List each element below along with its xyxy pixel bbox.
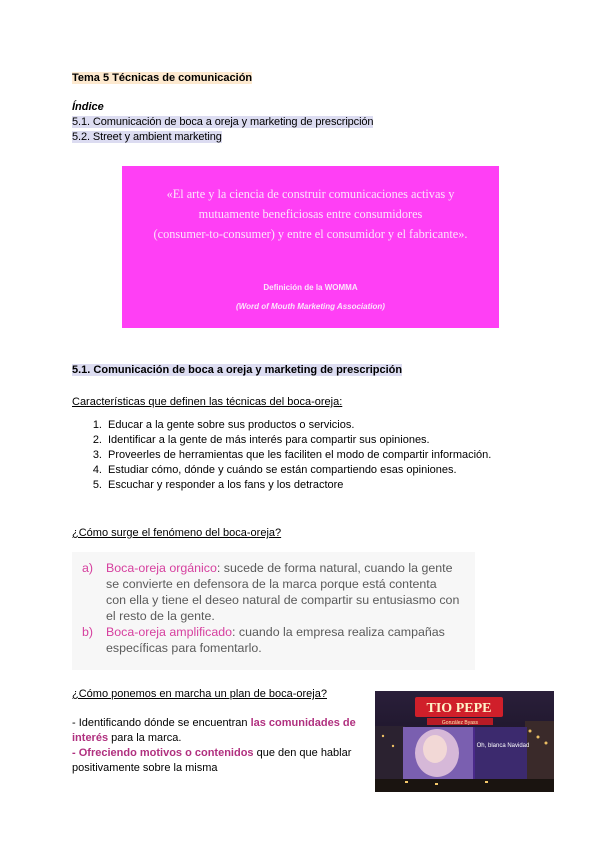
womma-quote-box bbox=[122, 166, 499, 328]
page-title: Tema 5 Técnicas de comunicación bbox=[72, 72, 253, 84]
tio-pepe-photo bbox=[375, 691, 554, 792]
origin-item-b: b) Boca-oreja amplificado: cuando la empresa realiza campañas específicas para fomentarlo. bbox=[82, 625, 445, 655]
index-heading: Índice bbox=[72, 101, 104, 113]
list-item: 4. Estudiar cómo, dónde y cuándo se están compartiendo esas opiniones. bbox=[92, 464, 457, 476]
list-item: 2. Identificar a la gente de más interés para compartir sus opiniones. bbox=[92, 434, 430, 446]
origin-figure bbox=[72, 552, 475, 670]
tio-pepe-sign: TIO PEPE bbox=[426, 701, 492, 716]
plan-question: ¿Cómo ponemos en marcha un plan de boca-oreja? bbox=[72, 688, 327, 700]
quote-attribution: Definición de la WOMMA bbox=[263, 283, 358, 292]
section-heading: 5.1. Comunicación de boca a oreja y marketing de prescripción bbox=[72, 364, 403, 376]
womma-quote: «El arte y la ciencia de construir comunicaciones activas y mutuamente beneficiosas entre consumidores (consumer-to-consumer) y entre el consumidor y el fabricante». bbox=[153, 187, 468, 241]
list-item: 1. Educar a la gente sobre sus productos o servicios. bbox=[92, 419, 355, 431]
plan-item-1: - Identificando dónde se encuentran las comunidades de interés para la marca. bbox=[72, 717, 356, 744]
quote-attribution-full: (Word of Mouth Marketing Association) bbox=[236, 302, 385, 311]
origin-item-a: a) Boca-oreja orgánico: sucede de forma natural, cuando la gente se convierte en defensora de la marca porque está contenta con ella y tiene el deseo natural de compartir su entusiasmo con el resto de la gente. bbox=[82, 561, 460, 623]
features-list bbox=[72, 418, 491, 493]
plan-item-2: - Ofreciendo motivos o contenidos que den que hablar positivamente sobre la misma bbox=[72, 747, 352, 774]
list-item: 5. Escuchar y responder a los fans y los detractore bbox=[92, 479, 344, 491]
billboard-text: Oh, blanca Navidad bbox=[476, 743, 530, 749]
sign-subtitle: González Byass bbox=[441, 720, 479, 726]
features-heading: Características que definen las técnicas del boca-oreja: bbox=[72, 396, 343, 408]
plan-text bbox=[72, 716, 362, 776]
toc-item-5-2: 5.2. Street y ambient marketing bbox=[72, 131, 222, 143]
origin-question: ¿Cómo surge el fenómeno del boca-oreja? bbox=[72, 527, 282, 539]
list-item: 3. Proveerles de herramientas que les faciliten el modo de compartir información. bbox=[92, 449, 492, 461]
toc-item-5-1: 5.1. Comunicación de boca a oreja y marketing de prescripción bbox=[72, 116, 374, 128]
